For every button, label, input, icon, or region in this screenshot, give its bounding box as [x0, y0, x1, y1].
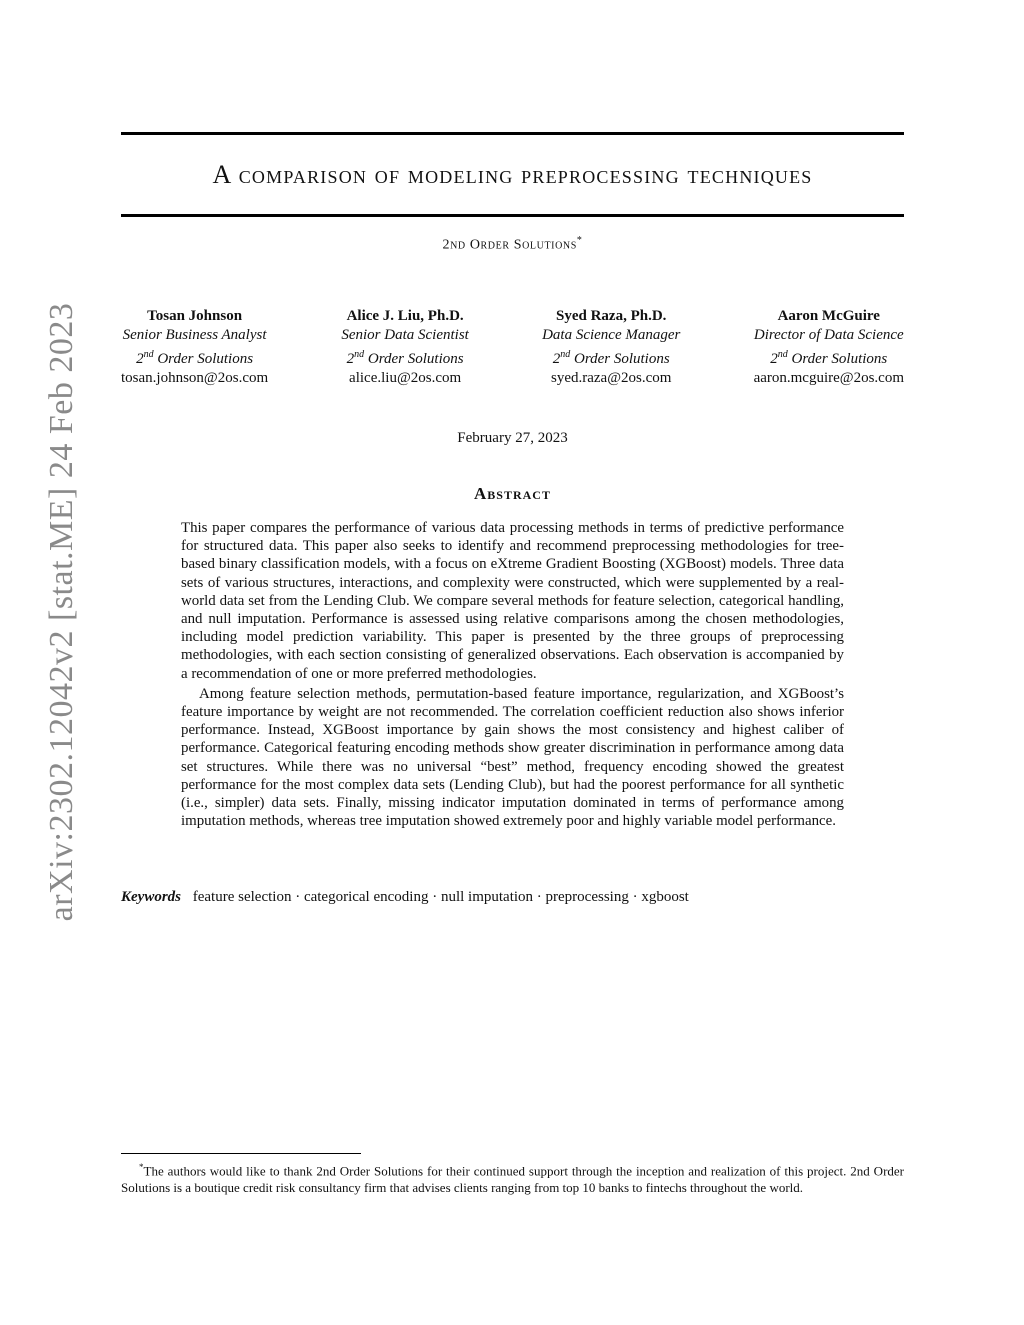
paper-title: A comparison of modeling preprocessing techniques: [212, 160, 813, 189]
abstract-body: [181, 519, 844, 830]
author-email[interactable]: syed.raza@2os.com: [550, 370, 672, 386]
abstract-heading: Abstract: [474, 484, 551, 503]
title-top-rule: [121, 132, 904, 135]
affiliation-footnote-mark: *: [576, 235, 583, 246]
author-email[interactable]: tosan.johnson@2os.com: [121, 370, 269, 386]
author-email[interactable]: alice.liu@2os.com: [349, 370, 462, 386]
author-name: Aaron McGuire: [777, 308, 880, 324]
author-list: [121, 307, 904, 388]
author-email[interactable]: aaron.mcguire@2os.com: [753, 370, 904, 386]
author-org: 2nd Order Solutions: [346, 349, 464, 367]
author-role: Data Science Manager: [542, 327, 681, 343]
author-role: Senior Data Scientist: [341, 327, 469, 343]
author-name: Syed Raza, Ph.D.: [556, 308, 667, 324]
publication-date: February 27, 2023: [457, 430, 568, 446]
keywords-label: Keywords: [121, 889, 181, 905]
author-block: [341, 307, 469, 388]
footnote-text: The authors would like to thank 2nd Order Solutions for their continued support through the inception and realization of this project. 2nd Order Solutions is a boutique credit risk consultancy firm that advises clients ranging from top 10 banks to fintechs throughout the world.: [121, 1163, 904, 1195]
title-bottom-rule: [121, 214, 904, 217]
abstract-paragraph: This paper compares the performance of various data processing methods in terms of predictive performance for structured data. This paper also seeks to identify and recommend preprocessing methodologies for tree-based binary classification models, with a focus on eXtreme Gradient Boosting (XGBoost) models. Three data sets of various structures, interactions, and complexity were constructed, which were supplemented by a real-world data set from the Lending Club. We compare several methods for feature selection, categorical handling, and null imputation. Performance is assessed using relative comparisons among the chosen methodologies, including model prediction variability. This paper is presented by the three groups of preprocessing methodologies, with each section consisting of generalized observations. Each observation is accompanied by a recommendation of one or more preferred methodologies.: [181, 520, 844, 682]
author-name: Alice J. Liu, Ph.D.: [346, 308, 464, 324]
keywords-text: feature selection · categorical encoding · null imputation · preprocessing · xgboost: [192, 889, 689, 905]
keywords: [121, 889, 904, 906]
footnote-mark: *: [139, 1162, 144, 1172]
abstract-paragraph: Among feature selection methods, permutation-based feature importance, regularization, and XGBoost’s feature importance by weight are not recommended. The correlation coefficient reduction also shows inferior performance. Instead, XGBoost importance by gain shows the most consistency and highest caliber of performance. Categorical featuring encoding methods show greater discrimination in performance among data set structures. While there was no universal “best” method, frequency encoding showed the greatest performance for the most complex data sets (Lending Club), but had the poorest performance for all synthetic (i.e., simpler) data sets. Finally, missing indicator imputation dominated in terms of performance among imputation methods, whereas tree imputation showed extremely poor and highly variable model performance.: [181, 685, 844, 830]
author-org: 2nd Order Solutions: [552, 349, 670, 367]
arxiv-side-stamp: arXiv:2302.12042v2 [stat.ME] 24 Feb 2023: [43, 302, 80, 922]
affiliation-text: 2nd Order Solutions: [442, 237, 577, 253]
author-block: [542, 307, 680, 388]
author-role: Senior Business Analyst: [122, 327, 267, 343]
author-name: Tosan Johnson: [147, 308, 243, 324]
author-role: Director of Data Science: [753, 327, 904, 343]
author-block: [121, 307, 268, 388]
author-org: 2nd Order Solutions: [770, 349, 888, 367]
author-block: [754, 307, 904, 388]
footnote: [121, 1159, 904, 1196]
footnote-rule: [121, 1153, 361, 1154]
affiliation: [121, 235, 904, 254]
author-org: 2nd Order Solutions: [136, 349, 254, 367]
